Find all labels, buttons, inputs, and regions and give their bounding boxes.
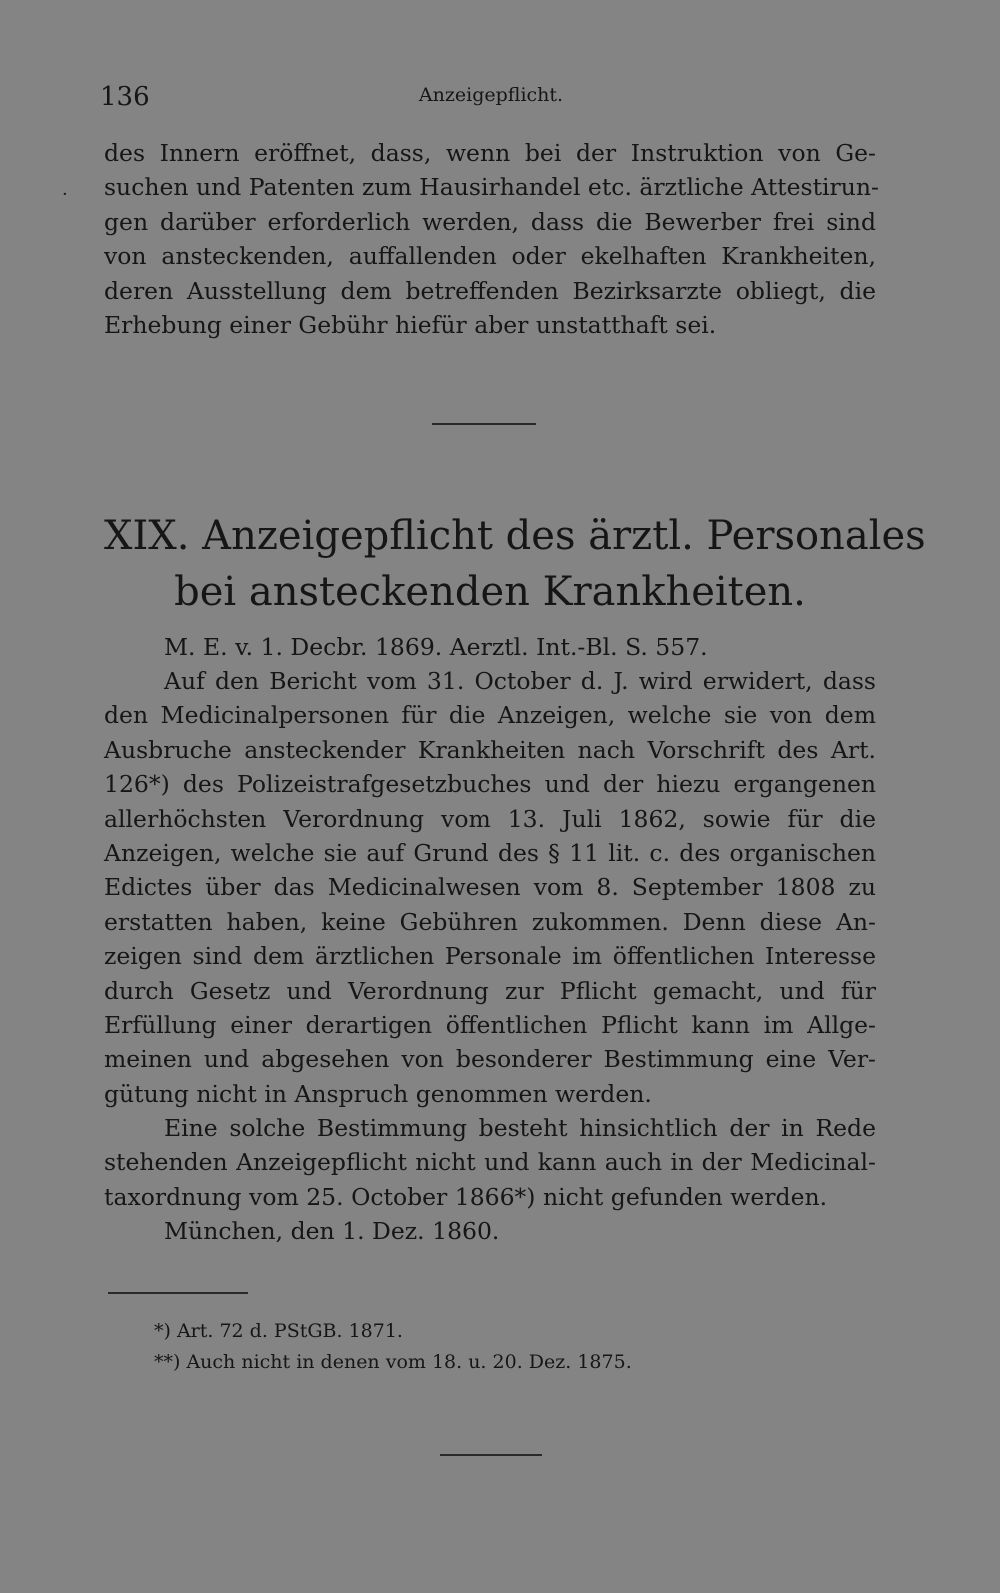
text-line: meinen und abgesehen von besonderer Bestimmung eine Ver-: [104, 1045, 876, 1074]
footnotes: [154, 1316, 632, 1378]
page-number: 136: [100, 82, 150, 112]
citation: M. E. v. 1. Decbr. 1869. Aerztl. Int.-Bl. S. 557.: [164, 633, 708, 661]
text-line: suchen und Patenten zum Hausirhandel etc. ärztliche Attestirun-: [104, 173, 879, 202]
margin-mark: ·: [62, 184, 68, 205]
text-line: den Medicinalpersonen für die Anzeigen, welche sie von dem: [104, 701, 876, 730]
body-paragraphs: [104, 664, 876, 1249]
text-line: zeigen sind dem ärztlichen Personale im öffentlichen Interesse: [104, 942, 876, 971]
heading-line-1: XIX. Anzeigepflicht des ärztl. Personales: [104, 513, 926, 559]
text-line: Erfüllung einer derartigen öffentlichen Pflicht kann im Allge-: [104, 1010, 876, 1039]
running-head: [100, 82, 882, 118]
text-line: 126*) des Polizeistrafgesetzbuches und der hiezu ergangenen: [104, 770, 876, 799]
text-line: von ansteckenden, auffallenden oder ekelhaften Krankheiten,: [104, 242, 876, 271]
section-divider: [432, 423, 536, 425]
text-line: durch Gesetz und Verordnung zur Pflicht gemacht, und für: [104, 976, 876, 1005]
footnote-rule: [108, 1292, 248, 1294]
heading-line-2: bei ansteckenden Krankheiten.: [174, 569, 806, 615]
running-title: Anzeigepflicht.: [418, 84, 564, 106]
text-line: Edictes über das Medicinalwesen vom 8. September 1808 zu: [104, 873, 876, 902]
text-line: stehenden Anzeigepflicht nicht und kann auch in der Medicinal-: [104, 1148, 876, 1177]
intro-paragraph: [104, 136, 879, 342]
text-line: allerhöchsten Verordnung vom 13. Juli 1862, sowie für die: [104, 804, 876, 833]
reference-line: [104, 630, 876, 664]
text-line: gütung nicht in Anspruch genommen werden.: [104, 1079, 652, 1108]
end-divider: [440, 1454, 542, 1456]
footnote: *) Art. 72 d. PStGB. 1871.: [154, 1320, 403, 1342]
text-line: taxordnung vom 25. October 1866*) nicht gefunden werden.: [104, 1182, 828, 1211]
section-heading: [104, 508, 926, 620]
text-line: des Innern eröffnet, dass, wenn bei der Instruktion von Ge-: [104, 139, 876, 167]
text-line: gen darüber erforderlich werden, dass die Bewerber frei sind: [104, 207, 876, 236]
text-line: erstatten haben, keine Gebühren zukommen. Denn diese An-: [104, 907, 876, 936]
text-line: München, den 1. Dez. 1860.: [164, 1217, 500, 1246]
text-line: Erhebung einer Gebühr hiefür aber unstatthaft sei.: [104, 310, 717, 339]
text-line: deren Ausstellung dem betreffenden Bezirksarzte obliegt, die: [104, 276, 876, 305]
text-line: Eine solche Bestimmung besteht hinsichtlich der in Rede: [164, 1114, 876, 1143]
text-line: Ausbruche ansteckender Krankheiten nach Vorschrift des Art.: [104, 735, 876, 764]
text-line: Anzeigen, welche sie auf Grund des § 11 lit. c. des organischen: [104, 838, 876, 867]
text-line: Auf den Bericht vom 31. October d. J. wird erwidert, dass: [164, 667, 876, 695]
footnote: **) Auch nicht in denen vom 18. u. 20. Dez. 1875.: [154, 1351, 632, 1373]
